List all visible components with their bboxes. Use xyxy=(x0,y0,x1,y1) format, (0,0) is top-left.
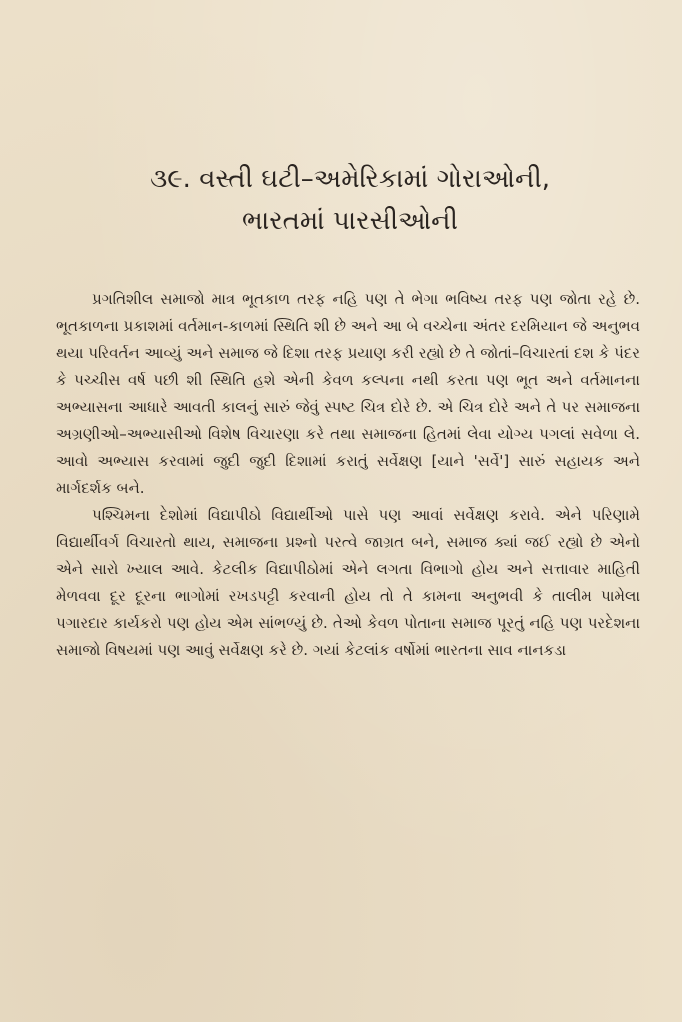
chapter-title-line-1: ૩૯. વસ્તી ઘટી–અમેરિકામાં ગોરાઓની, xyxy=(149,164,551,194)
paragraph-1: પ્રગતિશીલ સમાજો માત્ર ભૂતકાળ તરફ નહિ પણ તે ભેગા ભવિષ્ય તરફ પણ જોતા રહે છે. ભૂતકાળના પ્રકાશમાં વર્તમાન-કાળમાં સ્થિતિ શી છે અને આ બે વચ્ચેના અંતર દરમિયાન જે અનુભવ થયા પરિવર્તન આવ્યું અને સમાજ જે દિશા તરફ પ્રયાણ કરી રહ્યો છે તે જોતાં–વિચારતાં દશ કે પંદર કે પચ્ચીસ વર્ષ પછી શી સ્થિતિ હશે એની કેવળ કલ્પના નથી કરતા પણ ભૂત અને વર્તમાનના અભ્યાસના આધારે આવતી કાલનું સારું જેવું સ્પષ્ટ ચિત્ર દોરે છે. એ ચિત્ર દોરે અને તે પર સમાજના અગ્રણીઓ–અભ્યાસીઓ વિશેષ વિચારણા કરે તથા સમાજના હિતમાં લેવા યોગ્ય પગલાં સવેળા લે. આવો અભ્યાસ કરવામાં જુદી જુદી દિશામાં કરાતું સર્વેક્ષણ [યાને 'સર્વે'] સારું સહાયક અને માર્ગદર્શક બને. xyxy=(56,290,640,497)
chapter-body xyxy=(56,286,640,664)
chapter-title-line-2: ભારતમાં પારસીઓની xyxy=(242,206,458,236)
paragraph-2: પશ્ચિમના દેશોમાં વિદ્યાપીઠો વિદ્યાર્થીઓ પાસે પણ આવાં સર્વેક્ષણ કરાવે. એને પરિણામે વિદ્યાર્થીવર્ગ વિચારતો થાય, સમાજના પ્રશ્નો પરત્વે જાગ્રત બને, સમાજ ક્યાં જઈ રહ્યો છે એનો એને સારો ખ્યાલ આવે. કેટલીક વિદ્યાપીઠોમાં એને લગતા વિભાગો હોય અને સત્તાવાર માહિતી મેળવવા દૂર દૂરના ભાગોમાં રખડપટ્ટી કરવાની હોય તો તે કામના અનુભવી કે તાલીમ પામેલા પગારદાર કાર્યકરો પણ હોય એમ સાંભળ્યું છે. તેઓ કેવળ પોતાના સમાજ પૂરતું નહિ પણ પરદેશના સમાજો વિષયમાં પણ આવું સર્વેક્ષણ કરે છે. ગયાં કેટલાંક વર્ષોમાં ભારતના સાવ નાનકડા xyxy=(56,506,640,659)
chapter-heading xyxy=(60,158,640,242)
